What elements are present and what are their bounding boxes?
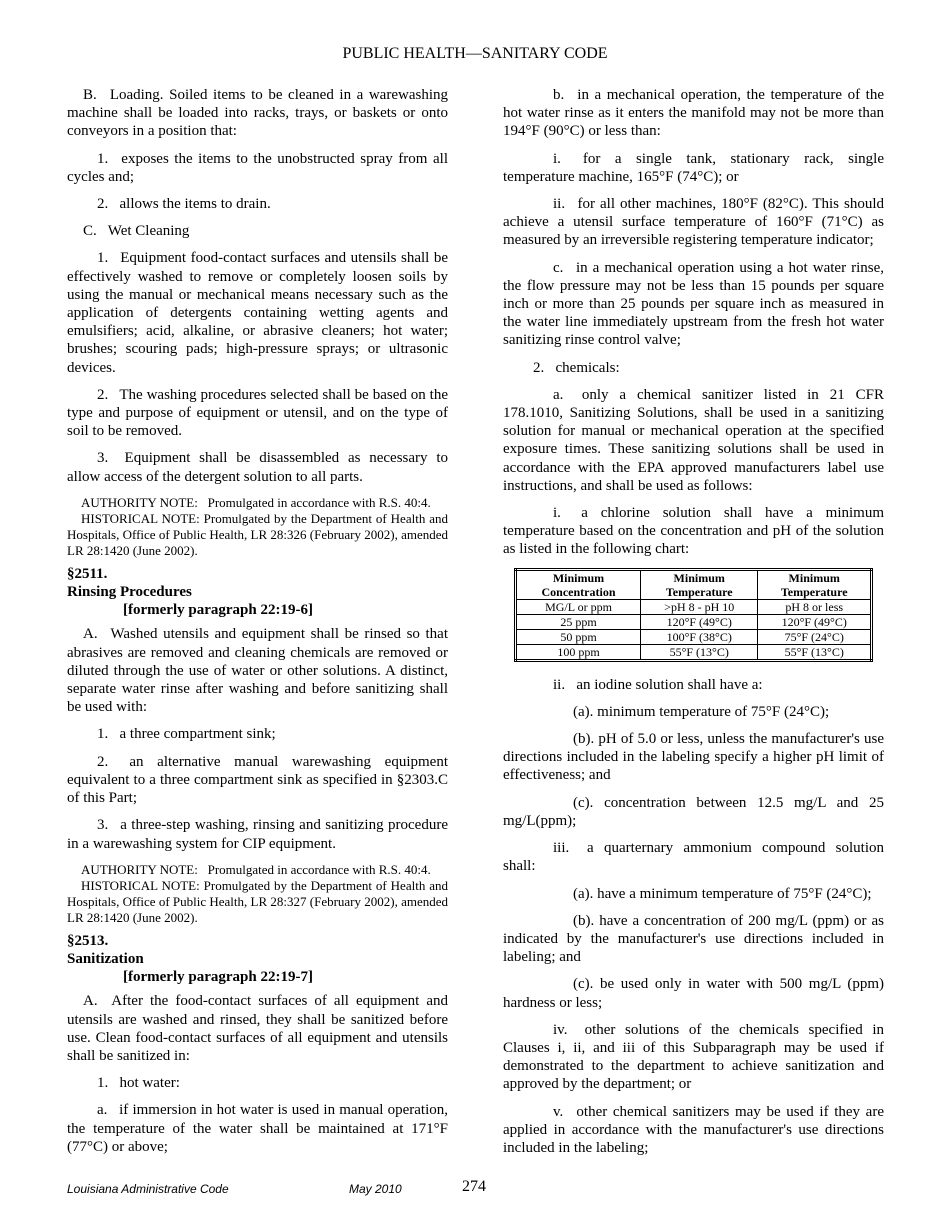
paragraph-iii-quat: iii. a quarternary ammonium compound solution shall:: [503, 840, 884, 875]
paragraph-1c: c. in a mechanical operation using a hot water rinse, the flow pressure may not be less than 15 pounds per square inch or more than 25 pounds per square inch as measured in the water line immediately upstream from the fresh hot water sanitizing rinse control valve;: [503, 259, 884, 349]
table-cell: MG/L or ppm: [516, 599, 641, 614]
paragraph-b1: 1. exposes the items to the unobstructed spray from all cycles and;: [67, 150, 448, 185]
paragraph-2511-a: A. Washed utensils and equipment shall be rinsed so that abrasives are removed and cleaning chemicals are removed or diluted through the use of water or other solutions. A distinct, separate water rinse after washing and before sanitizing shall be used with:: [67, 626, 448, 716]
paragraph-2511-1: 1. a three compartment sink;: [97, 726, 276, 743]
paragraph-iii-b: (b). have a concentration of 200 mg/L (ppm) or as indicated by the manufacturer's use directions included in labeling; and: [503, 912, 884, 966]
paragraph-iv: iv. other solutions of the chemicals specified in Clauses i, ii, and iii of this Subparagraph may be used if demonstrated to the department to achieve sanitization and approved by the department; or: [503, 1021, 884, 1093]
section-title: Sanitization: [67, 950, 144, 967]
authority-note: AUTHORITY NOTE: Promulgated in accordance with R.S. 40:4.: [81, 861, 431, 877]
paragraph-b-loading: B. Loading. Soiled items to be cleaned in a warewashing machine shall be loaded into racks, trays, or baskets or onto conveyors in a position that:: [67, 87, 448, 140]
table-row: [516, 599, 872, 614]
table-row: [516, 629, 872, 644]
chlorine-temperature-chart: [514, 568, 873, 662]
notes-block-1: [67, 495, 448, 559]
section-title: Rinsing Procedures: [67, 584, 192, 601]
paragraph-v: v. other chemical sanitizers may be used if they are applied in accordance with the manufacturer's use directions included in the labeling;: [503, 1103, 884, 1156]
page-header: PUBLIC HEALTH—SANITARY CODE: [342, 45, 608, 62]
paragraph-1b-i: i. for a single tank, stationary rack, single temperature machine, 165°F (74°C); or: [503, 150, 884, 185]
paragraph-iii-a: (a). have a minimum temperature of 75°F (24°C);: [573, 885, 872, 902]
table-cell: 25 ppm: [516, 614, 641, 629]
paragraph-ii-c: (c). concentration between 12.5 mg/L and 25 mg/L(ppm);: [503, 794, 884, 829]
paragraph-2a-i: i. a chlorine solution shall have a minimum temperature based on the concentration and pH of the solution as listed in the following chart:: [503, 505, 884, 558]
paragraph-2513-1a: a. if immersion in hot water is used in manual operation, the temperature of the water shall be maintained at 171°F (77°C) or above;: [67, 1102, 448, 1155]
paragraph-1b-ii: ii. for all other machines, 180°F (82°C). This should achieve a utensil surface temperature of 160°F (71°C) as measured by an irreversible registering temperature indicator;: [503, 196, 884, 249]
paragraph-2a: a. only a chemical sanitizer listed in 21 CFR 178.1010, Sanitizing Solutions, shall be used in a sanitizing solution for manual or mechanical operation at the specified exposure times. These sanitizing solutions shall be used in accordance with the EPA approved manufacturers label use instructions, and shall be used as follows:: [503, 386, 884, 494]
table-cell: 50 ppm: [516, 629, 641, 644]
table-cell: 100°F (38°C): [641, 629, 758, 644]
paragraph-ii-iodine: ii. an iodine solution shall have a:: [553, 676, 763, 693]
paragraph-ii-b: (b). pH of 5.0 or less, unless the manufacturer's use directions included in the labeling specify a higher pH limit of effectiveness; and: [503, 731, 884, 784]
chart-header-cell: Minimum Temperature: [641, 569, 758, 599]
left-column: [67, 86, 448, 1165]
table-cell: 75°F (24°C): [758, 629, 872, 644]
authority-note: AUTHORITY NOTE: Promulgated in accordance with R.S. 40:4.: [81, 494, 431, 510]
right-column: [503, 86, 884, 1166]
section-number: §2511.: [67, 565, 108, 582]
table-cell: 100 ppm: [516, 644, 641, 660]
paragraph-iii-c: (c). be used only in water with 500 mg/L (ppm) hardness or less;: [503, 976, 884, 1011]
section-former-ref: [formerly paragraph 22:19-6]: [123, 602, 313, 619]
section-heading-2513: [67, 932, 448, 987]
section-former-ref: [formerly paragraph 22:19-7]: [123, 969, 313, 986]
section-number: §2513.: [67, 932, 109, 949]
table-cell: 55°F (13°C): [758, 644, 872, 660]
paragraph-2513-1: 1. hot water:: [97, 1075, 180, 1092]
page-number: 274: [462, 1178, 486, 1195]
paragraph-b2: 2. allows the items to drain.: [97, 196, 271, 213]
paragraph-2-chemicals: 2. chemicals:: [533, 359, 620, 376]
historical-note: HISTORICAL NOTE: Promulgated by the Department of Health and Hospitals, Office of Public Health, LR 28:327 (February 2002), amended LR 28:1420 (June 2002).: [67, 877, 449, 925]
chart-header-cell: Minimum Temperature: [758, 569, 872, 599]
page-footer: [0, 1178, 950, 1202]
paragraph-1b: b. in a mechanical operation, the temperature of the hot water rinse as it enters the manifold may not be more than 194°F (90°C) or less than:: [503, 87, 884, 140]
table-cell: pH 8 or less: [758, 599, 872, 614]
table-cell: 120°F (49°C): [758, 614, 872, 629]
footer-source: Louisiana Administrative Code: [67, 1182, 229, 1196]
paragraph-2513-a: A. After the food-contact surfaces of all equipment and utensils are washed and rinsed, they shall be sanitized before use. Clean food-contact surfaces of all equipment and utensils shall be sanitized in:: [67, 993, 448, 1064]
paragraph-c3: 3. Equipment shall be disassembled as necessary to allow access of the detergent solution to all parts.: [67, 450, 448, 485]
paragraph-2511-2: 2. an alternative manual warewashing equipment equivalent to a three compartment sink as specified in §2303.C of this Part;: [67, 753, 448, 807]
paragraph-ii-a: (a). minimum temperature of 75°F (24°C);: [573, 703, 830, 720]
table-row: [516, 644, 872, 660]
paragraph-c2: 2. The washing procedures selected shall be based on the type and purpose of equipment or utensil, and on the type of soil to be removed.: [67, 386, 448, 440]
table-row: [516, 614, 872, 629]
table-cell: 120°F (49°C): [641, 614, 758, 629]
paragraph-c1: 1. Equipment food-contact surfaces and utensils shall be effectively washed to remove or completely loosen soils by using the manual or mechanical means necessary such as the application of detergents containing wetting agents and emulsifiers; acid, alkaline, or abrasive cleaners; hot water; brushes; scouring pads; high-pressure sprays; or ultrasonic devices.: [67, 250, 448, 376]
paragraph-2511-3: 3. a three-step washing, rinsing and sanitizing procedure in a warewashing system for CIP equipment.: [67, 817, 448, 852]
historical-note: HISTORICAL NOTE: Promulgated by the Department of Health and Hospitals, Office of Public Health, LR 28:326 (February 2002), amended LR 28:1420 (June 2002).: [67, 510, 449, 558]
footer-date: May 2010: [349, 1182, 402, 1196]
chart-header-cell: Minimum Concentration: [516, 569, 641, 599]
paragraph-c-wet-cleaning: C. Wet Cleaning: [83, 223, 190, 240]
table-cell: >pH 8 - pH 10: [641, 599, 758, 614]
notes-block-2: [67, 862, 448, 926]
chart-header-row: [516, 569, 872, 599]
section-heading-2511: [67, 565, 448, 620]
table-cell: 55°F (13°C): [641, 644, 758, 660]
